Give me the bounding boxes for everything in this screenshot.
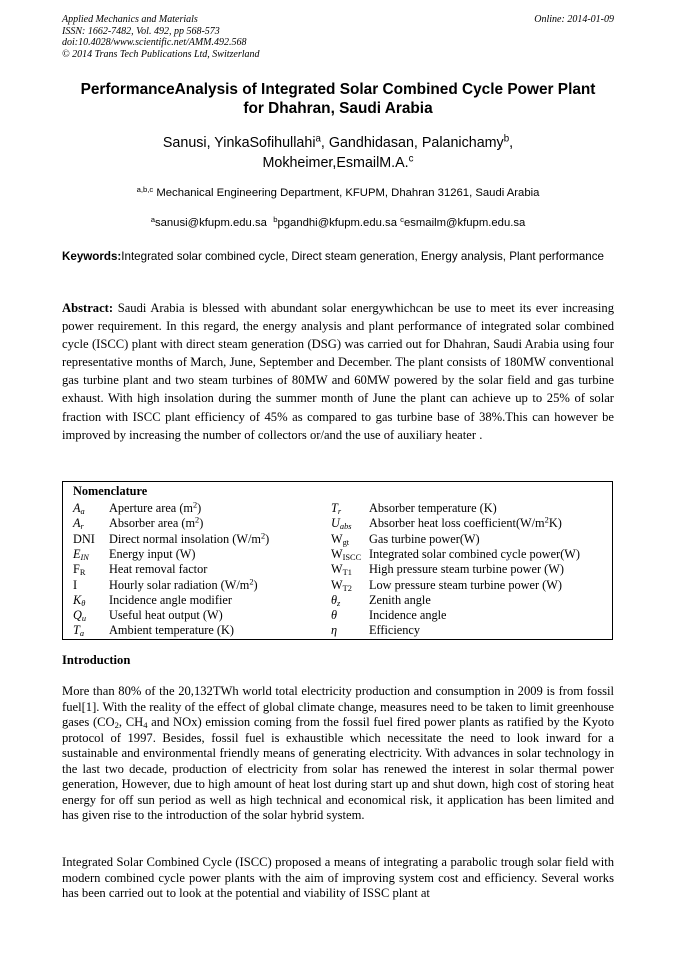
nomenclature-description: Direct normal insolation $(W/m^2)$ [109,531,270,546]
nomenclature-description: Integrated solar combined cycle power(W) [369,546,580,561]
title-line-1: PerformanceAnalysis of Integrated Solar Combined Cycle Power Plant [80,81,596,98]
issn: ISSN: 1662-7482, Vol. 492, pp 568-573 [62,25,220,37]
nomenclature-symbol: $\theta_z$ [331,592,341,608]
nomenclature-description: Heat removal factor [109,562,208,577]
nomenclature-description: Incidence angle modifier [109,592,232,607]
author-3-sup: c [408,153,414,165]
keywords-label: Keywords: [62,250,122,263]
email-a[interactable]: sanusi@kfupm.edu.sa [154,217,267,229]
paper-title [62,80,614,118]
nomenclature-symbol: DNI [73,531,95,546]
affiliation [62,186,614,200]
abstract [62,299,614,444]
nomenclature-description: Energy input (W) [109,546,196,561]
title-line-2: for Dhahran, Saudi Arabia [243,100,433,117]
emails [62,216,614,230]
nomenclature-description: Absorber heat loss $coefficient(W/m^2K)$ [369,515,562,531]
nomenclature-symbol: $A_a$ [73,501,85,517]
nomenclature-symbol: $W_{T2}$ [331,577,352,593]
nomenclature-description: Zenith angle [369,592,431,607]
nomenclature-description: Absorber area $(m^2)$ [109,515,204,531]
nomenclature-symbol: I [73,577,78,592]
doi: doi:10.4028/www.scientific.net/AMM.492.568 [62,37,247,49]
copyright: © 2014 Trans Tech Publications Ltd, Switzerland [62,48,260,60]
nomenclature-symbol: $T_r$ [331,501,342,517]
nomenclature-symbol: $T_a$ [73,623,85,639]
author-3: Mokheimer,EsmailM.A. [262,155,409,171]
nomenclature-symbol: $Q_u$ [73,608,87,624]
author-1: Sanusi, YinkaSofihullahi [162,135,316,151]
email-b[interactable]: pgandhi@kfupm.edu.sa [277,217,397,229]
author-2-sup: b [503,133,510,145]
nomenclature-description: Incidence angle [369,608,447,623]
nomenclature-symbol: η [331,623,338,638]
nomenclature-description: Absorber temperature (K) [369,501,497,515]
author-2: , Gandhidasan, Palanichamy [320,135,504,151]
nomenclature-symbol: $A_r$ [73,516,84,532]
intro-p1-part-c: and NOx) emission coming from the fossil fuel fired power plants as ratified by the Kyoto protocol of 1997. Besides, fossil fuel is exhaustible which necessitate the need to look inward for a sustainable and environmental friendly means of generating electricity. With advances in solar technology in the last two decade, production of electricity from solar has renewed the interest in solar thermal power generation, However, due to high amount of heat lost during start up and shut down, high cost of storing heat energy for off sun period as well as high technical and economical risk, it application has been limited and has given rise to the introduction of the solar hybrid system. [62,715,614,822]
email-c[interactable]: esmailm@kfupm.edu.sa [403,217,526,229]
nomenclature-description: Gas turbine power(W) [369,531,480,546]
intro-p1-sub-2: 4 [143,720,148,731]
email-b-sup: b [273,214,278,224]
online-date: Online: 2014-01-09 [534,14,614,25]
introduction-paragraph-1 [62,684,614,824]
email-c-sup: c [400,214,404,224]
nomenclature-description: Ambient temperature (K) [109,623,234,638]
nomenclature-description: Efficiency [369,623,420,638]
email-a-sup: a [150,214,155,224]
journal-header [62,14,260,60]
nomenclature-symbol: $W_{ISCC}$ [331,546,362,562]
introduction-paragraph-2: Integrated Solar Combined Cycle (ISCC) proposed a means of integrating a parabolic trough solar field with modern combined cycle power plants with the aim of improving system cost and efficiency. Several works has been carried out to look at the potential and viability of ISSC plant at [62,855,614,900]
journal-name: Applied Mechanics and Materials [62,14,198,25]
keywords-text: Integrated solar combined cycle, Direct steam generation, Energy analysis, Plant performance [121,250,604,263]
nomenclature-symbol: $W_{gt}$ [331,531,350,547]
affiliation-text: Mechanical Engineering Department, KFUPM, Dhahran 31261, Saudi Arabia [153,187,540,199]
nomenclature-symbol: $F_R$ [73,562,86,578]
nomenclature-symbol: $K_\theta$ [73,592,86,608]
keywords [62,249,614,265]
nomenclature-symbol: $E_{IN}$ [73,546,89,562]
nomenclature-description: High pressure steam turbine power (W) [369,562,564,577]
intro-p1-sub-1: 2 [114,720,119,731]
intro-p1-part-a: More than 80% of the 20,132TWh world total electricity production and consumption in 2009 is from fossil fuel[1]. With the reality of the effect of global climate change, measures need to be taken to limit greenhouse gases (CO [62,684,614,729]
nomenclature-description: Useful heat output (W) [109,608,223,623]
nomenclature-description: Hourly solar radiation $(W/m^2)$ [109,576,258,592]
nomenclature-title: Nomenclature [73,484,148,498]
nomenclature-box [62,481,613,640]
nomenclature-symbol: θ [331,608,338,623]
abstract-text: Saudi Arabia is blessed with abundant solar energywhichcan be use to meet its ever increasing power requirement. In this regard, the energy analysis and plant performance of integrated solar combined cycle (ISCC) plant with direct steam generation (DSG) was carried out for Dhahran, Saudi Arabia using four representative months of March, June, September and December. The plant consists of 180MW conventional gas turbine plant and two steam turbines of 80MW and 60MW powered by the solar field and gas turbine exhaust. With high insolation during the summer month of June the plant can achieve up to 25% of solar fraction with ISCC plant efficiency of 45% as compared to gas turbine base of 38%.This can however be improved by increasing the number of collectors or/and the use of auxiliary heater . [62,301,614,442]
author-list [62,133,614,173]
abstract-label: Abstract: [62,301,114,315]
nomenclature-description: Low pressure steam turbine power (W) [369,577,562,592]
intro-p1-part-b: , CH [118,715,144,729]
nomenclature-symbol: $U_{abs}$ [331,516,352,532]
affiliation-sup: a,b,c [136,184,154,194]
author-1-sup: a [315,133,321,145]
introduction-heading: Introduction [62,653,131,667]
author-2-tail: , [509,135,514,151]
nomenclature-symbol: $W_{T1}$ [331,562,352,578]
nomenclature-description: Aperture area $(m^2)$ [109,500,202,515]
